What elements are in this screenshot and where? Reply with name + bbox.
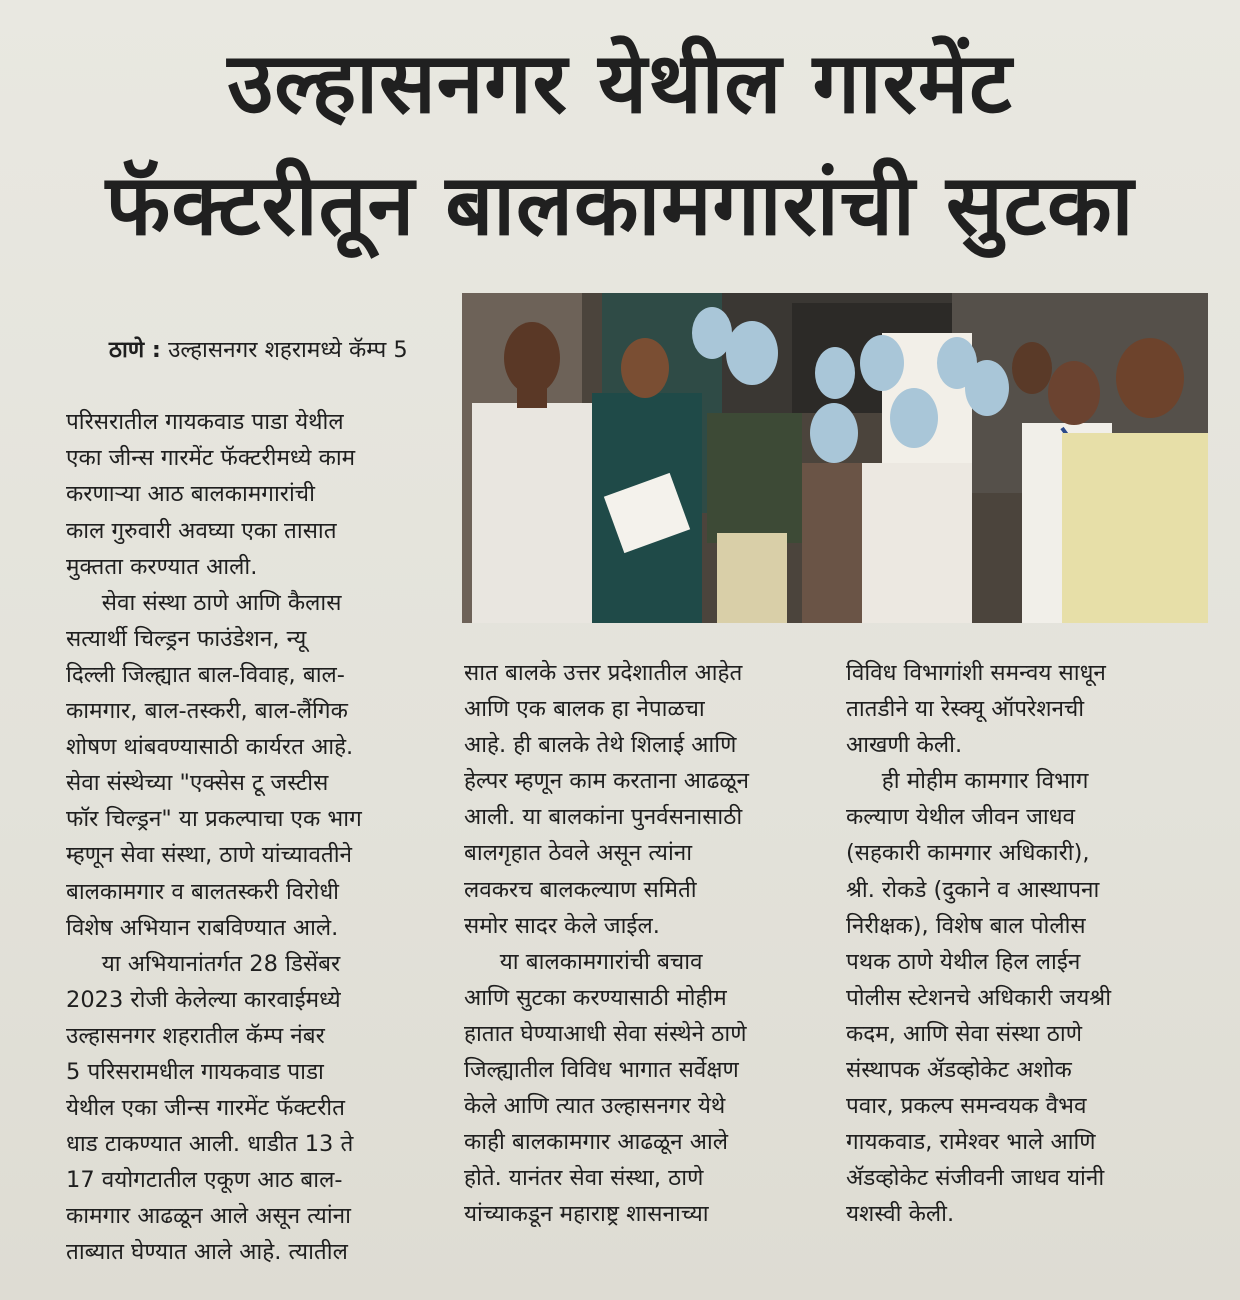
column-line: या अभियानांतर्गत 28 डिसेंबर (66, 950, 341, 977)
headline-line-2: फॅक्टरीतून बालकामगारांची सुटका (105, 156, 1135, 254)
dateline: ठाणे : (108, 337, 161, 364)
column-line: एका जीन्स गारमेंट फॅक्टरीमध्ये काम (66, 445, 356, 472)
column-line: ही मोहीम कामगार विभाग (846, 768, 1089, 795)
column-1-first-line (66, 296, 438, 404)
column-line: कामगार, बाल-तस्करी, बाल-लैंगिक (66, 698, 348, 725)
column-line: समोर सादर केले जाईल. (464, 912, 660, 939)
column-line: ॲडव्होकेट संजीवनी जाधव यांनी (846, 1165, 1105, 1192)
article-column-2 (464, 655, 824, 1233)
column-line: येथील एका जीन्स गारमेंट फॅक्टरीत (66, 1095, 345, 1122)
column-line: धाड टाकण्यात आली. धाडीत 13 ते (66, 1131, 354, 1158)
column-line: कल्याण येथील जीवन जाधव (846, 804, 1076, 831)
column-line: हेल्पर म्हणून काम करताना आढळून (464, 768, 749, 795)
column-line: निरीक्षक), विशेष बाल पोलीस (846, 912, 1086, 939)
column-line: आहे. ही बालके तेथे शिलाई आणि (464, 732, 737, 759)
column-line: विशेष अभियान राबविण्यात आले. (66, 914, 339, 941)
column-1-line: उल्हासनगर शहरामध्ये कॅम्प 5 (160, 337, 408, 364)
column-line: पोलीस स्टेशनचे अधिकारी जयश्री (846, 984, 1112, 1011)
column-line: गायकवाड, रामेश्वर भाले आणि (846, 1129, 1096, 1156)
column-line: बालगृहात ठेवले असून त्यांना (464, 840, 693, 867)
column-line: आली. या बालकांना पुनर्वसनासाठी (464, 804, 743, 831)
column-line: यांच्याकडून महाराष्ट्र शासनाच्या (464, 1201, 709, 1228)
column-line: ताब्यात घेण्यात आले आहे. त्यातील (66, 1239, 348, 1266)
group-photo (462, 293, 1208, 623)
column-line: तातडीने या रेस्क्यू ऑपरेशनची (846, 696, 1085, 723)
column-line: होते. यानंतर सेवा संस्था, ठाणे (464, 1165, 704, 1192)
column-line: कदम, आणि सेवा संस्था ठाणे (846, 1020, 1082, 1047)
column-line: सात बालके उत्तर प्रदेशातील आहेत (464, 660, 743, 686)
column-line: पथक ठाणे येथील हिल लाईन (846, 948, 1081, 975)
column-line: विविध विभागांशी समन्वय साधून (846, 660, 1106, 686)
column-line: केले आणि त्यात उल्हासनगर येथे (464, 1093, 726, 1120)
column-line: जिल्ह्यातील विविध भागात सर्वेक्षण (464, 1057, 739, 1084)
column-line: शोषण थांबवण्यासाठी कार्यरत आहे. (66, 734, 354, 761)
column-line: करणाऱ्या आठ बालकामगारांची (66, 481, 315, 508)
column-line: दिल्ली जिल्ह्यात बाल-विवाह, बाल- (66, 661, 345, 688)
column-line: आणि सुटका करण्यासाठी मोहीम (464, 984, 727, 1011)
column-line: (सहकारी कामगार अधिकारी), (846, 840, 1090, 867)
column-line: म्हणून सेवा संस्था, ठाणे यांच्यावतीने (66, 842, 353, 869)
column-line: संस्थापक ॲडव्होकेट अशोक (846, 1057, 1072, 1084)
article-column-3 (846, 655, 1206, 1233)
column-line: श्री. रोकडे (दुकाने व आस्थापना (846, 876, 1100, 903)
column-line: फॉर चिल्ड्रन" या प्रकल्पाचा एक भाग (66, 806, 362, 833)
column-line: या बालकामगारांची बचाव (464, 948, 703, 975)
column-line: उल्हासनगर शहरातील कॅम्प नंबर (66, 1022, 325, 1049)
column-line: 5 परिसरामधील गायकवाड पाडा (66, 1058, 324, 1085)
article-column-1 (66, 296, 438, 1271)
column-line: परिसरातील गायकवाड पाडा येथील (66, 409, 344, 436)
column-line: मुक्तता करण्यात आली. (66, 553, 258, 580)
column-line: बालकामगार व बालतस्करी विरोधी (66, 878, 340, 905)
column-line: लवकरच बालकल्याण समिती (464, 876, 697, 903)
column-line: सेवा संस्था ठाणे आणि कैलास (66, 589, 342, 616)
column-line: सत्यार्थी चिल्ड्रन फाउंडेशन, न्यू (66, 625, 307, 652)
column-line: पवार, प्रकल्प समन्वयक वैभव (846, 1093, 1087, 1120)
column-line: कामगार आढळून आले असून त्यांना (66, 1203, 351, 1230)
column-line: आखणी केली. (846, 732, 963, 759)
headline-line-1: उल्हासनगर येथील गारमेंट (227, 34, 1013, 132)
column-line: काही बालकामगार आढळून आले (464, 1129, 729, 1156)
column-line: सेवा संस्थेच्या "एक्सेस टू जस्टीस (66, 770, 329, 797)
column-line: काल गुरुवारी अवघ्या एका तासात (66, 517, 337, 544)
column-line: आणि एक बालक हा नेपाळचा (464, 696, 705, 723)
group-photo-icon (462, 293, 1208, 623)
column-line: 17 वयोगटातील एकूण आठ बाल- (66, 1167, 343, 1194)
column-line: यशस्वी केली. (846, 1201, 955, 1228)
column-line: 2023 रोजी केलेल्या कारवाईमध्ये (66, 986, 341, 1013)
column-line: हातात घेण्याआधी सेवा संस्थेने ठाणे (464, 1020, 747, 1047)
